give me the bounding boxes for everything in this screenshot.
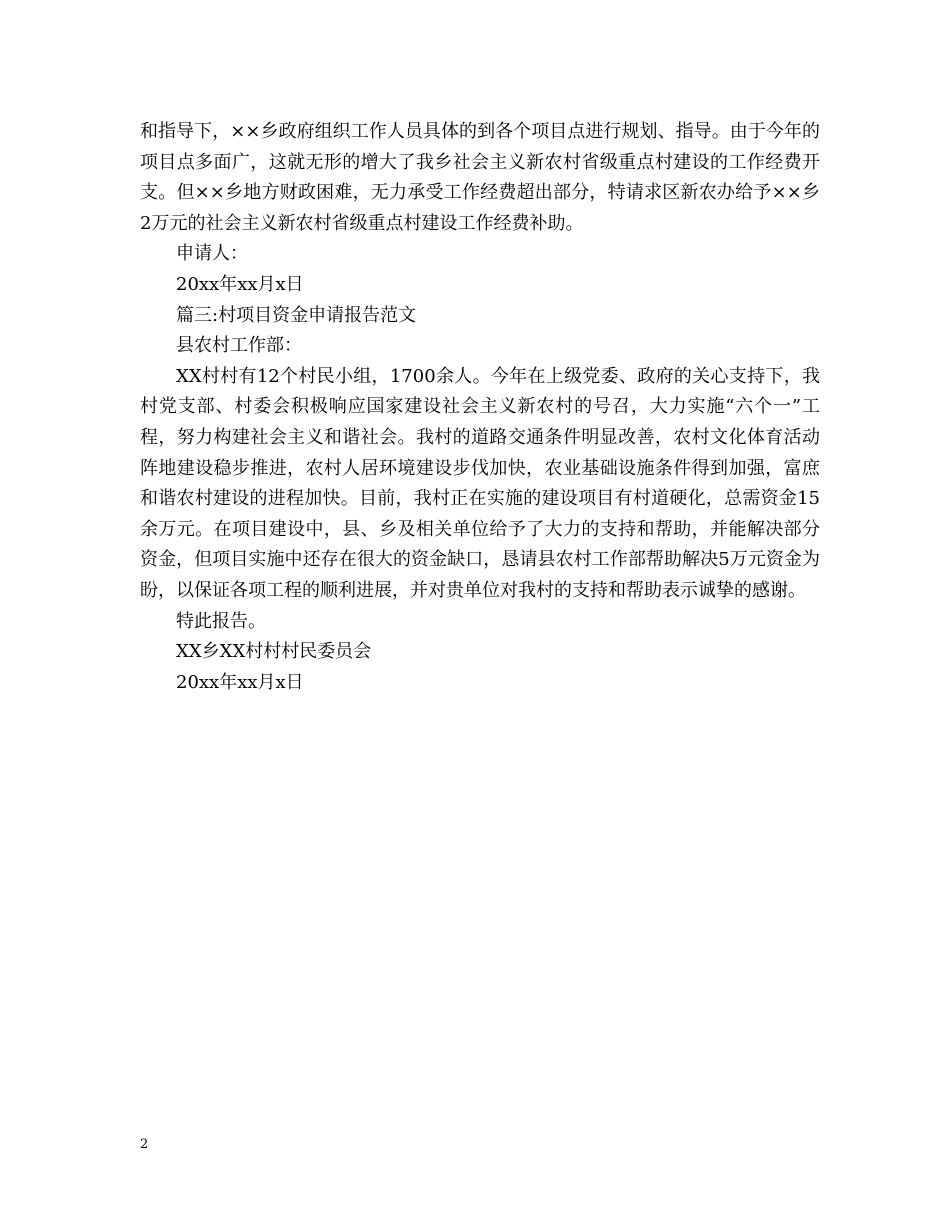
report-closing: 特此报告。: [176, 610, 266, 632]
document-body: [140, 117, 820, 698]
section-heading: 篇三:村项目资金申请报告范文: [176, 304, 417, 326]
application-date: 20xx年xx月x日: [176, 273, 304, 295]
report-body-paragraph: XX村村有12个村民小组，1700余人。今年在上级党委、政府的关心支持下，我村党支部、村委会积极响应国家建设社会主义新农村的号召，大力实施“六个一”工程，努力构建社会主义和谐社会。我村的道路交通条件明显改善，农村文化体育活动阵地建设稳步推进，农村人居环境建设步伐加快，农业基础设施条件得到加强，富庶和谐农村建设的进程加快。目前，我村正在实施的建设项目有村道硬化，总需资金15余万元。在项目建设中，县、乡及相关单位给予了大力的支持和帮助，并能解决部分资金，但项目实施中还存在很大的资金缺口，恳请县农村工作部帮助解决5万元资金为盼，以保证各项工程的顺利进展，并对贵单位对我村的支持和帮助表示诚挚的感谢。: [140, 365, 820, 601]
signature-organization: XX乡XX村村村民委员会: [176, 641, 372, 663]
applicant-label: 申请人：: [176, 243, 248, 265]
page-number: 2: [140, 1137, 149, 1152]
signature-date: 20xx年xx月x日: [176, 671, 304, 693]
recipient-salutation: 县农村工作部：: [176, 335, 302, 357]
paragraph-continuation: 和指导下，××乡政府组织工作人员具体的到各个项目点进行规划、指导。由于今年的项目点多面广，这就无形的增大了我乡社会主义新农村省级重点村建设的工作经费开支。但××乡地方财政困难，无力承受工作经费超出部分，特请求区新农办给予××乡2万元的社会主义新农村省级重点村建设工作经费补助。: [140, 121, 820, 234]
